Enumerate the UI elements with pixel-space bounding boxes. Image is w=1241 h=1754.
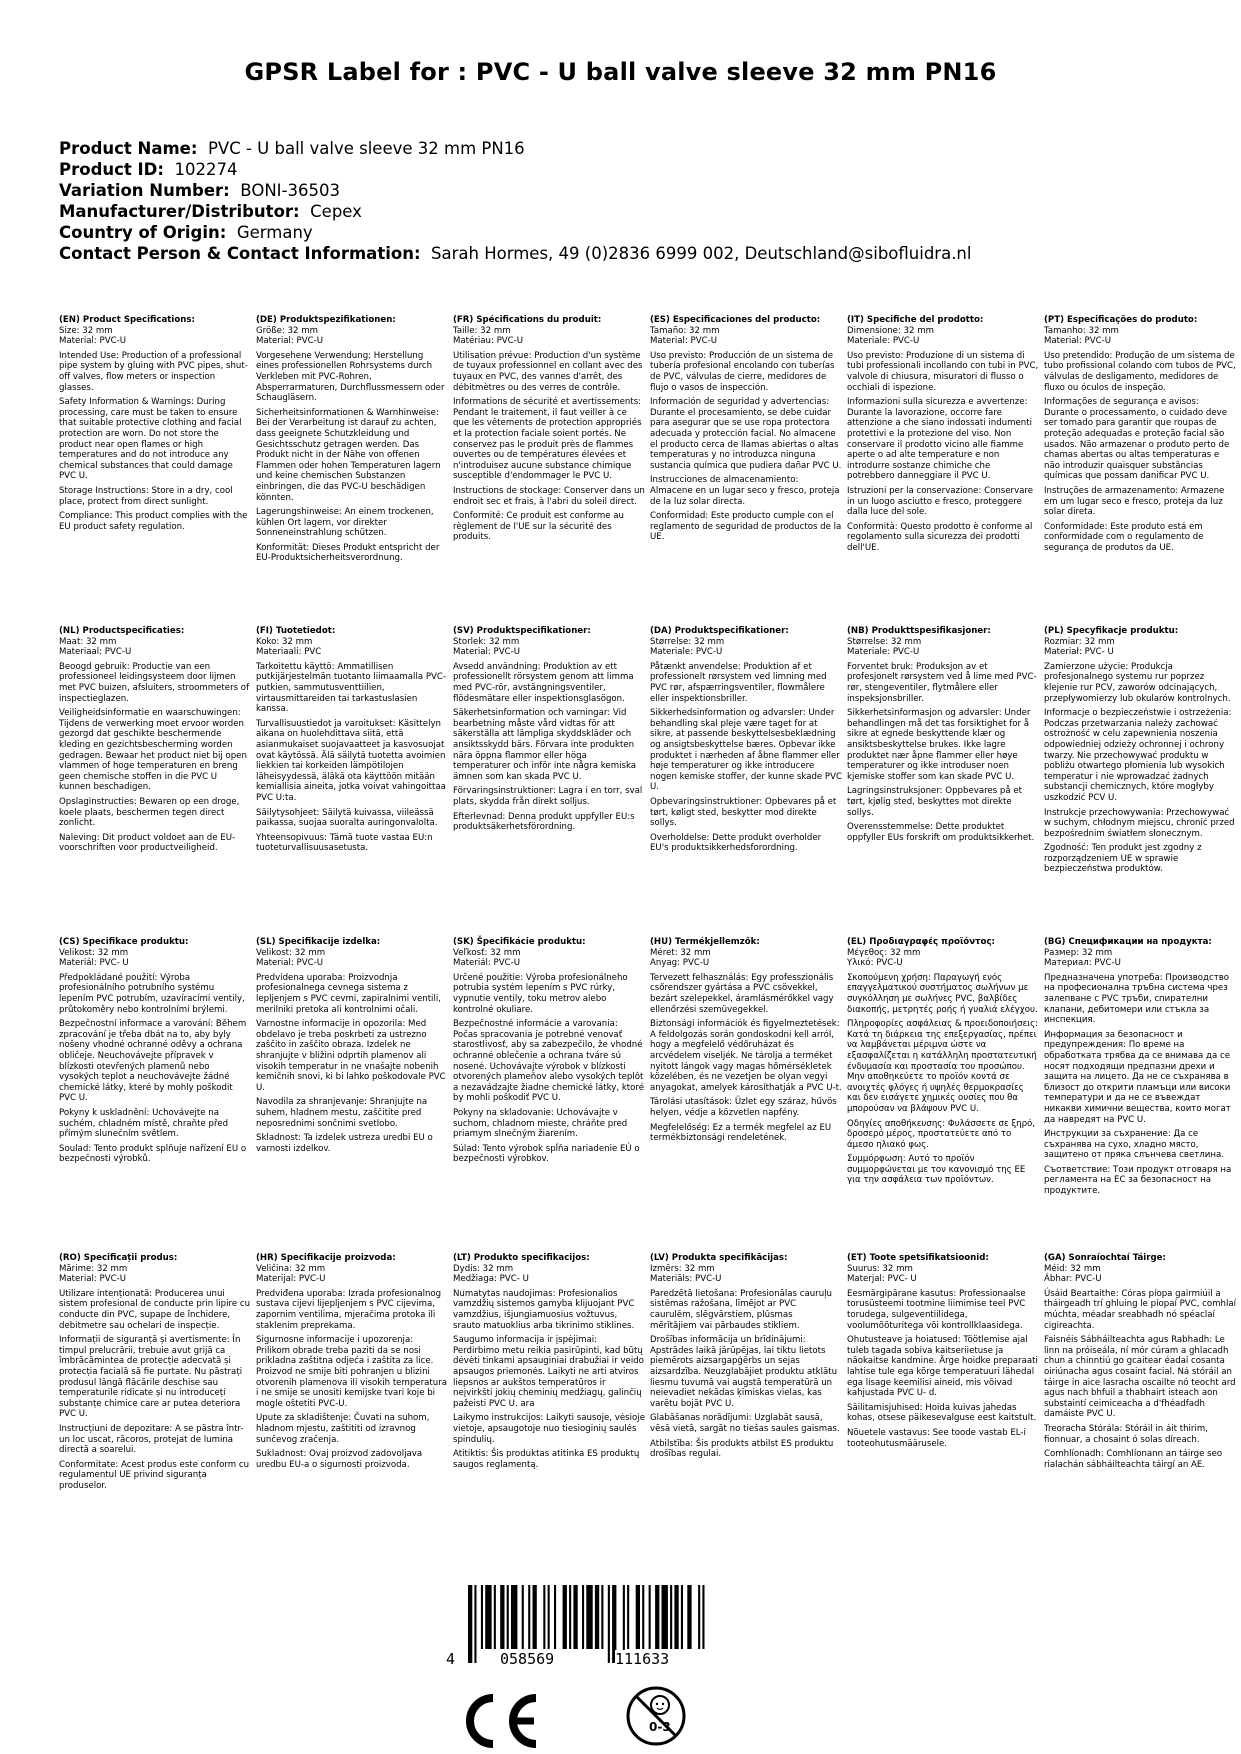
spec-line: Tamaño: 32 mm [650, 325, 720, 336]
spec-block [59, 315, 251, 626]
spec-paragraph: Sigurnosne informacije i upozorenja: Prilikom obrade treba paziti da se nosi prikladna zaštitna odjeća i zaštita za lice. Proizvod ne smije biti pohranjen u blizini otvorenih plamenova ili visokih temperatura i ne smije se unositi kemijske tvari koje bi mogle oštetiti PVC-U. [256, 1335, 448, 1409]
spec-paragraph: Lagringsinstruksjoner: Oppbevares på et tørt, kjølig sted, beskyttes mot direkte sollys. [847, 786, 1023, 818]
spec-paragraph: Инструкции за съхранение: Да се съхранява на сухо, хладно място, защитено от пряка слънчева светлина. [1044, 1129, 1224, 1161]
spec-line: Taille: 32 mm [453, 325, 511, 336]
barcode-bar [582, 1585, 584, 1649]
barcode-bar [687, 1585, 691, 1649]
spec-paragraph: Förvaringsinstruktioner: Lagra i en torr, sval plats, skydda från direkt solljus. [453, 786, 643, 807]
spec-paragraph: Σκοπούμενη χρήση: Παραγωγή ενός επαγγελματικού συστήματος σωλήνων με συγκόλληση με σωλήνες PVC, βαλβίδες διακοπής, μετρητές ροής ή γυαλιά ελέγχου. [847, 972, 1038, 1015]
barcode-bar [481, 1585, 483, 1649]
spec-paragraph: Faisnéis Sábháilteachta agus Rabhadh: Le linn na próiseála, ní mór cúram a ghlacadh chun a chinntiú go gcaitear éadaí cosanta oiriúnacha agus cosaint facial. Ná stóráil an táirge in aice lasracha oscailte nó teocht ard agus nach bhfuil a thabhairt isteach aon substaintí ceimiceacha a d'fhéadfadh damáiste PVC U. [1044, 1335, 1236, 1420]
spec-block-header: (ES) Especificaciones del producto: [650, 315, 821, 325]
spec-block [1044, 937, 1236, 1253]
spec-block-header: (RO) Specificații produs: [59, 1253, 178, 1263]
spec-paragraph: Instrucțiuni de depozitare: A se păstra într- un loc uscat, răcoros, protejat de lumina directă a soarelui. [59, 1423, 244, 1456]
ce-mark-icon [456, 1692, 540, 1750]
spec-paragraph: Beoogd gebruik: Productie van een professioneel leidingsysteem door lijmen met PVC buizen, afsluiters, stroommeters of inspectieglazen. [59, 661, 250, 704]
spec-paragraph: Tervezett felhasználás: Egy professzionális csőrendszer gyártása a PVC csövekkel, bezárt szelepekkel, áramlásmérőkkel vagy ellenőrzési szemüvegekkel. [650, 972, 834, 1015]
spec-paragraph: Lagerungshinweise: An einem trockenen, kühlen Ort lagern, vor direkter Sonneneinstrahlung schützen. [256, 507, 434, 539]
spec-paragraph: Информация за безопасност и предупреждения: По време на обработката трябва да се внимава да се носят подходящи предпазни дрехи и защита на лицето. Да не се съхранява в близост до открити пламъци или високи температури и да не се въвеждат никакви химични вещества, които могат да навредят на PVC U. [1044, 1029, 1231, 1125]
spec-paragraph: Paredzētā lietošana: Profesionālas cauruļu sistēmas ražošana, līmējot ar PVC caurulēm, slēgvārstiem, plūsmas mērītājiem vai pārbaudes stikliem. [650, 1288, 832, 1331]
spec-paragraph: Biztonsági információk és figyelmeztetések: A feldolgozás során gondoskodni kell arról, hogy a megfelelő védőruházat és arcvédelem viseljék. Ne tárolja a terméket nyitott lángok vagy magas hőmérsékletek közelében, és ne vezetjen be olyan vegyi anyagokat, amelyek károsíthatják a PVC U-t. [650, 1019, 842, 1093]
spec-paragraph: Zgodność: Ten produkt jest zgodny z rozporządzeniem UE w sprawie bezpieczeństwa produktów. [1044, 843, 1202, 875]
spec-block [650, 626, 842, 937]
spec-paragraph: Opbevaringsinstruktioner: Opbevares på et tørt, køligt sted, beskytter mod direkte sollys. [650, 796, 837, 829]
spec-block [256, 315, 448, 626]
spec-paragraph: Nõuetele vastavus: See toode vastab EL-i tooteohutusmäärusele. [847, 1427, 1026, 1449]
spec-block [1044, 626, 1236, 937]
spec-block [256, 1253, 448, 1553]
spec-line: Matériau: PVC-U [453, 336, 524, 347]
spec-block [650, 315, 842, 626]
spec-paragraph: Οδηγίες αποθήκευσης: Φυλάσσετε σε ξηρό, δροσερό μέρος, προστατεύετε από το άμεσο ηλιακό φως. [847, 1118, 1036, 1150]
spec-paragraph: Предназначена употреба: Производство на професионална тръбна система чрез залепване с PVC тръби, спирателни клапани, дебитомери или стъкла за инспекция. [1044, 972, 1230, 1026]
spec-line: Size: 32 mm [59, 325, 113, 336]
info-variation-number [59, 180, 1199, 201]
spec-paragraph: Intended Use: Production of a professional pipe system by gluing with PVC pipes, shut-off valves, flow meters or inspection glasses. [59, 350, 248, 393]
spec-paragraph: Utilizare intenționată: Producerea unui sistem profesional de conducte prin lipire cu conducte din PVC, supape de închidere, debitmetre sau ochelari de inspecție. [59, 1288, 251, 1331]
spec-line: Ábhar: PVC-U [1044, 1274, 1102, 1285]
spec-paragraph: Sikkerhetsinformasjon og advarsler: Under behandlingen må det tas forsiktighet for å sikre at egnede beskyttende klær og ansiktsbeskyttelse brukes. Ikke lagre produktet nær åpne flammer eller høye temperaturer og ikke introduser noen kjemiske stoffer som kan skade PVC U. [847, 708, 1031, 782]
barcode-bar [543, 1585, 545, 1649]
spec-line: Mărime: 32 mm [59, 1263, 128, 1274]
spec-line: Suurus: 32 mm [847, 1263, 913, 1274]
spec-block [59, 1253, 251, 1553]
spec-paragraph: Glabāšanas norādījumi: Uzglabāt sausā, vēsā vietā, sargāt no tiešas saules gaismas. [650, 1413, 840, 1434]
spec-block [59, 937, 251, 1253]
spec-line: Material: PVC-U [256, 336, 323, 347]
spec-line: Υλικό: PVC-U [847, 958, 903, 969]
spec-line: Materiāls: PVC-U [650, 1274, 722, 1285]
info-value: Sarah Hormes, 49 (0)2836 6999 002, Deutschland@sibofluidra.nl [431, 244, 972, 263]
barcode-bar [662, 1585, 668, 1649]
spec-block [453, 937, 645, 1253]
spec-block [847, 315, 1039, 626]
spec-paragraph: Laikymo instrukcijos: Laikyti sausoje, vėsioje vietoje, apsaugotoje nuo tiesioginių saulės spindulių. [453, 1413, 645, 1445]
spec-block [847, 1253, 1039, 1553]
spec-paragraph: Opslaginstructies: Bewaren op een droge, koele plaats, beschermen tegen direct zonlicht. [59, 796, 240, 829]
spec-paragraph: Atbilstība: Šis produkts atbilst ES produktu drošības regulai. [650, 1438, 834, 1460]
spec-paragraph: Bezpečnostné informácie a varovania: Počas spracovania je potrebné venovať starostlivosť, aby sa zabezpečilo, že vhodné ochranné oblečenie a ochrana tváre sú nosené. Uchovávajte výrobok v blízkosti otvorených plameňov alebo vysokých teplôt a nezavádzajte žiadne chemické látky, ktoré by mohli poškodiť PVC U. [453, 1019, 645, 1104]
spec-line: Velikost: 32 mm [59, 947, 129, 958]
spec-block [1044, 1253, 1236, 1553]
spec-line: Materiale: PVC-U [650, 647, 723, 658]
info-value: Cepex [310, 202, 362, 221]
spec-block [453, 1253, 645, 1553]
spec-paragraph: Conformidade: Este produto está em conformidade com o regulamento de segurança de produtos da UE. [1044, 521, 1204, 553]
barcode [446, 1585, 718, 1681]
spec-block-header: (CS) Specifikace produktu: [59, 937, 189, 947]
spec-paragraph: Soulad: Tento produkt splňuje nařízení EU o bezpečnosti výrobků. [59, 1143, 247, 1165]
barcode-bar [468, 1585, 472, 1663]
spec-block-header: (HR) Specifikacije proizvoda: [256, 1253, 396, 1263]
spec-paragraph: Uso previsto: Produzione di un sistema di tubi professionali incollando con tubi in PVC, valvole di chiusura, misuratori di flusso o occhiali di ispezione. [847, 350, 1039, 393]
spec-paragraph: Eesmärgipärane kasutus: Professionaalse torusüsteemi tootmine liimimise teel PVC torudega, sulgeventiilidega, voolumõõturitega või kontrollklaasidega. [847, 1288, 1026, 1331]
spec-block [1044, 315, 1236, 626]
info-value: 102274 [174, 160, 238, 179]
spec-line: Veličina: 32 mm [256, 1263, 326, 1274]
info-label: Product ID: [59, 160, 164, 179]
spec-paragraph: Pokyny na skladovanie: Uchovávajte v suchom, chladnom mieste, chráňte pred priamym slnečným žiarením. [453, 1107, 628, 1140]
info-label: Variation Number: [59, 181, 230, 200]
spec-paragraph: Informazioni sulla sicurezza e avvertenze: Durante la lavorazione, occorre fare attenzione a che siano indossati indumenti protettivi e la protezione del viso. Non conservare il prodotto vicino alle fiamme aperte o ad alte temperature e non introdurre sostanze chimiche che potrebbero danneggiare il PVC U. [847, 397, 1032, 482]
spec-block-header: (SV) Produktspecifikationer: [453, 626, 591, 636]
age-warning-label: 0-3 [649, 1720, 671, 1734]
spec-paragraph: Påtænkt anvendelse: Produktion af et professionelt rørsystem ved limning med PVC rør, afspærringsventiler, flowmålere eller inspektionsbriller. [650, 661, 827, 704]
spec-paragraph: Předpokládané použití: Výroba profesionálního potrubního systému lepením PVC potrubím, uzavíracími ventily, průtokoměry nebo kontrolními brýlemi. [59, 972, 245, 1015]
spec-paragraph: Safety Information & Warnings: During processing, care must be taken to ensure that suitable protective clothing and facial protection are worn. Do not store the product near open flames or high temperatures and do not introduce any chemical substances that could damage PVC U. [59, 397, 242, 482]
spec-paragraph: Bezpečnostní informace a varování: Během zpracování je třeba dbát na to, aby byly nošeny vhodné ochranné oděvy a ochrana obličeje. Neuchovávejte přípravek v blízkosti otevřených plamenů nebo vysokých teplot a neuchovávejte žádné chemické látky, které by mohly poškodit PVC U. [59, 1019, 247, 1104]
spec-line: Размер: 32 mm [1044, 947, 1113, 958]
spec-line: Materiál: PVC- U [59, 958, 129, 969]
spec-line: Materiál: PVC-U [453, 958, 520, 969]
spec-line: Tamanho: 32 mm [1044, 325, 1119, 336]
spec-block [256, 937, 448, 1253]
info-value: BONI-36503 [240, 181, 340, 200]
spec-line: Material: PVC-U [59, 336, 126, 347]
barcode-bar [681, 1585, 683, 1649]
spec-paragraph: Συμμόρφωση: Αυτό το προϊόν συμμορφώνεται με τον κανονισμό της ΕΕ για την ασφάλεια των προϊόντων. [847, 1154, 1026, 1186]
barcode-bar [642, 1585, 644, 1649]
spec-paragraph: Tarkoitettu käyttö: Ammatillisen putkijärjestelmän tuotanto liimaamalla PVC-putkien, sammutusventtiilien, virtausmittareiden tai tarkastuslasien kanssa. [256, 661, 446, 715]
spec-line: Storlek: 32 mm [453, 636, 520, 647]
spec-block-header: (SK) Špecifikácie produktu: [453, 937, 586, 947]
spec-block [847, 937, 1039, 1253]
info-label: Country of Origin: [59, 223, 227, 242]
spec-paragraph: Efterlevnad: Denna produkt uppfyller EU:s produktsäkerhetsförordning. [453, 811, 635, 833]
barcode-bar [554, 1585, 556, 1649]
barcode-bar [674, 1585, 678, 1649]
spec-paragraph: Comhlíonadh: Comhlíonann an táirge seo rialachán sábháilteachta táirgí an AE. [1044, 1449, 1223, 1470]
barcode-bar [702, 1585, 704, 1649]
spec-block-header: (BG) Спецификации на продукта: [1044, 937, 1212, 947]
info-label: Manufacturer/Distributor: [59, 202, 300, 221]
barcode-digit-prefix: 4 [446, 1650, 456, 1668]
spec-paragraph: Turvallisuustiedot ja varoitukset: Käsittelyn aikana on huolehdittava siitä, että asianmukaiset suojavaatteet ja kasvosuojat ovat käytössä. Älä säilytä tuotetta avoimien liekkien tai korkeiden lämpötilojen läheisyydessä, äläkä ota käyttöön mitään kemiallisia aineita, jotka voivat vahingoittaa PVC U:ta. [256, 718, 446, 803]
spec-line: Velikost: 32 mm [256, 947, 326, 958]
spec-paragraph: Instruções de armazenamento: Armazene em um lugar seco e fresco, proteja da luz solar direta. [1044, 485, 1225, 518]
spec-paragraph: Tárolási utasítások: Üzlet egy száraz, hűvös helyen, védje a közvetlen napfény. [650, 1097, 837, 1118]
spec-paragraph: Avsedd användning: Produktion av ett professionellt rörsystem genom att limma med PVC-rör, avstängningsventiler, flödesmätare eller inspektionsglasögon. [453, 661, 634, 704]
spec-block-header: (PL) Specyfikacje produktu: [1044, 626, 1179, 636]
spec-block [453, 626, 645, 937]
spec-paragraph: Určené použitie: Výroba profesionálneho potrubia systém lepením s PVC rúrky, vypnutie ventily, toku metrov alebo kontrolné okuliare. [453, 972, 628, 1015]
spec-line: Material: PVC-U [453, 647, 520, 658]
info-contact [59, 243, 1199, 264]
barcode-bars [446, 1585, 718, 1681]
barcode-bar [511, 1585, 517, 1649]
spec-paragraph: Säilytysohjeet: Säilytä kuivassa, viileässä paikassa, suojaa suoralta auringonvalolta. [256, 807, 438, 829]
language-spec-grid [59, 315, 1236, 1553]
barcode-bar [533, 1585, 537, 1649]
spec-paragraph: Vorgesehene Verwendung: Herstellung eines professionellen Rohrsystems durch Verkleben mit PVC-Rohren, Absperrarmaturen, Durchflussmessern oder Schaugläsern. [256, 350, 445, 404]
label-title: GPSR Label for : PVC - U ball valve sleeve 32 mm PN16 [244, 58, 997, 86]
spec-block-header: (FI) Tuotetiedot: [256, 626, 336, 636]
spec-line: Materiał: PVC- U [1044, 647, 1114, 658]
spec-paragraph: Conformidad: Este producto cumple con el reglamento de seguridad de productos de la UE. [650, 511, 842, 543]
info-label: Product Name: [59, 139, 198, 158]
spec-block [453, 315, 645, 626]
barcode-bar [636, 1585, 640, 1649]
barcode-bar [494, 1585, 496, 1649]
barcode-bar [649, 1585, 651, 1649]
spec-paragraph: Predviđena uporaba: Izrada profesionalnog sustava cijevi lijepljenjem s PVC cijevima, zapornim ventilima, mjeračima protoka ili staklenim preprekama. [256, 1288, 442, 1331]
spec-line: Medžiaga: PVC- U [453, 1274, 529, 1285]
spec-paragraph: Forventet bruk: Produksjon av et profesjonelt rørsystem ved å lime med PVC-rør, stengeventiler, flytmålere eller inspeksjonsbriller. [847, 661, 1037, 704]
spec-paragraph: Conformità: Questo prodotto è conforme al regolamento sulla sicurezza dei prodotti dell'UE. [847, 521, 1033, 553]
spec-line: Materiaali: PVC [256, 647, 322, 658]
spec-paragraph: Съответствие: Този продукт отговаря на регламента на ЕС за безопасност на продуктите. [1044, 1164, 1232, 1197]
barcode-bar [655, 1585, 659, 1649]
info-product-name [59, 138, 1199, 159]
barcode-bar [474, 1585, 476, 1663]
barcode-bar [507, 1585, 509, 1649]
spec-block-header: (PT) Especificações do produto: [1044, 315, 1198, 325]
spec-line: Materiale: PVC-U [847, 647, 920, 658]
info-product-id [59, 159, 1199, 180]
spec-line: Rozmiar: 32 mm [1044, 636, 1115, 647]
spec-block-header: (IT) Specifiche del prodotto: [847, 315, 984, 325]
spec-line: Dydis: 32 mm [453, 1263, 514, 1274]
barcode-bar [569, 1585, 571, 1649]
spec-line: Materijal: PVC-U [256, 1274, 326, 1285]
spec-paragraph: Veiligheidsinformatie en waarschuwingen: Tijdens de verwerking moet ervoor worden gezorgd dat geschikte beschermende kleding en gezichtsbescherming worden gedragen. Bewaar het product niet bij open vlammen of hoge temperaturen en breng geen chemische stoffen in die PVC U kunnen beschadigen. [59, 708, 247, 793]
spec-paragraph: Conformitate: Acest produs este conform cu regulamentul UE privind siguranța produselor. [59, 1459, 250, 1491]
spec-paragraph: Naleving: Dit product voldoet aan de EU-voorschriften voor productveiligheid. [59, 832, 236, 854]
spec-block-header: (GA) Sonraíochtaí Táirge: [1044, 1253, 1166, 1263]
spec-line: Méid: 32 mm [1044, 1263, 1101, 1274]
spec-paragraph: Compliance: This product complies with the EU product safety regulation. [59, 511, 248, 532]
spec-paragraph: Drošības informācija un brīdinājumi: Apstrādes laikā jārūpējas, lai tiktu lietots piemērots aizsargapģērbs un sejas aizsardzība. Neuzglabājiet produktu atklātu liesmu tuvumā vai augstā temperatūrā un neievadiet nekādas ķīmiskas vielas, kas varētu bojāt PVC U. [650, 1335, 838, 1409]
spec-line: Material: PVC-U [650, 336, 717, 347]
info-value: Germany [236, 223, 313, 242]
info-value: PVC - U ball valve sleeve 32 mm PN16 [207, 139, 525, 158]
spec-line: Materjal: PVC- U [847, 1274, 917, 1285]
spec-paragraph: Saugumo informacija ir įspėjimai: Perdirbimo metu reikia pasirūpinti, kad būtų dėvėti tinkami apsauginiai drabužiai ir veido apsaugos priemonės. Laikyti ne arti atviros liepsnos ar aukštos temperatūros ir neįvirkšti jokių cheminių medžiagų, galinčių pažeisti PVC U. ara [453, 1335, 644, 1409]
spec-paragraph: Instrukcje przechowywania: Przechowywać w suchym, chłodnym miejscu, chronić przed bezpośrednim światłem słonecznym. [1044, 807, 1235, 839]
spec-line: Materiale: PVC-U [847, 336, 920, 347]
spec-line: Materiaal: PVC-U [59, 647, 132, 658]
spec-paragraph: Uso previsto: Producción de un sistema de tubería profesional encolando con tuberías de PVC, válvulas de cierre, medidores de flujo o vasos de inspección. [650, 350, 835, 393]
spec-paragraph: Pokyny k uskladnění: Uchovávejte na suchém, chladném místě, chraňte před přímým slunečním světlem. [59, 1107, 229, 1140]
spec-paragraph: Upute za skladištenje: Čuvati na suhom, hladnom mjestu, zaštititi od izravnog sunčevog zračenja. [256, 1413, 430, 1445]
spec-paragraph: Uso pretendido: Produção de um sistema de tubo profissional colando com tubos de PVC, válvulas de desligamento, medidores de fluxo ou óculos de inspeção. [1044, 350, 1236, 393]
spec-paragraph: Storage Instructions: Store in a dry, cool place, protect from direct sunlight. [59, 485, 233, 507]
spec-paragraph: Súlad: Tento výrobok spĺňa nariadenie EÚ o bezpečnosti výrobkov. [453, 1143, 640, 1165]
spec-block-header: (NB) Produkttspesifikasjoner: [847, 626, 991, 636]
spec-line: Größe: 32 mm [256, 325, 318, 336]
spec-paragraph: Πληροφορίες ασφάλειας & προειδοποιήσεις: Κατά τη διάρκεια της επεξεργασίας, πρέπει να λαμβάνεται μέριμνα ώστε να εξασφαλίζεται η κατάλληλη προστατευτική ένδυμασία και προστασία του προσώπου. Μην αποθηκεύετε το προϊόν κοντά σε ανοιχτές φλόγες ή υψηλές θερμοκρασίες και δεν εισάγετε χημικές ουσίες που θα μπορούσαν να βλάψουν PVC U. [847, 1019, 1039, 1114]
barcode-bar [563, 1585, 567, 1649]
spec-line: Материал: PVC-U [1044, 958, 1121, 969]
spec-block-header: (DE) Produktspezifikationen: [256, 315, 396, 325]
spec-paragraph: Säilitamisjuhised: Hoida kuivas jahedas kohas, otsese päikesevalguse eest kaitstult. [847, 1402, 1037, 1424]
spec-block-header: (LT) Produkto specifikacijos: [453, 1253, 590, 1263]
barcode-bar [595, 1585, 599, 1649]
spec-line: Dimensione: 32 mm [847, 325, 935, 336]
barcode-bar [485, 1585, 491, 1649]
spec-paragraph: Sukladnost: Ovaj proizvod zadovoljava uredbu EU-a o sigurnosti proizvoda. [256, 1449, 423, 1470]
barcode-bar [586, 1585, 592, 1649]
spec-paragraph: Zamierzone użycie: Produkcja profesjonalnego systemu rur poprzez klejenie rur PCV, zaworów odcinających, przepływomierzy lub okularów kontrolnych. [1044, 661, 1231, 704]
spec-line: Koko: 32 mm [256, 636, 313, 647]
spec-paragraph: Megfelelőség: Ez a termék megfelel az EU termékbiztonsági rendeletének. [650, 1122, 832, 1144]
spec-block-header: (LV) Produkta specifikācijas: [650, 1253, 788, 1263]
barcode-bar [608, 1585, 610, 1663]
barcode-digits-left: 058569 [500, 1650, 555, 1668]
spec-paragraph: Sikkerhedsinformation og advarsler: Under behandling skal pleje være taget for at sikre, at passende beskyttelsesbeklædning og ansigtsbeskyttelse bæres. Opbevar ikke produktet i nærheden af åbne flammer eller høje temperaturer og ikke introducere nogen kemiske stoffer, der kunne skade PVC U. [650, 708, 842, 793]
not-for-children-0-3-icon [625, 1685, 687, 1747]
spec-paragraph: Información de seguridad y advertencias: Durante el procesamiento, se debe cuidar para asegurar que se use ropa protectora adecuada y protección facial. No almacene el producto cerca de llamas abiertas o altas temperaturas y no introduzca ninguna sustancia química que pudiera dañar PVC U. [650, 397, 842, 471]
spec-paragraph: Sicherheitsinformationen & Warnhinweise: Bei der Verarbeitung ist darauf zu achten, dass geeignete Schutzkleidung und Gesichtsschutz getragen werden. Das Produkt nicht in der Nähe von offenen Flammen oder hohen Temperaturen lagern und keine chemischen Substanzen einbringen, die das PVC-U beschädigen könnten. [256, 407, 441, 503]
spec-line: Izmērs: 32 mm [650, 1263, 715, 1274]
spec-block-header: (HU) Termékjellemzők: [650, 937, 760, 947]
barcode-bar [500, 1585, 504, 1649]
barcode-bar [528, 1585, 530, 1649]
spec-block-header: (FR) Spécifications du produit: [453, 315, 602, 325]
spec-paragraph: Overholdelse: Dette produkt overholder EU's produktsikkerhedsforordning. [650, 832, 822, 854]
barcode-bar [698, 1585, 700, 1649]
barcode-bar [670, 1585, 672, 1649]
info-country-of-origin [59, 222, 1199, 243]
spec-paragraph: Numatytas naudojimas: Profesionalios vamzdžių sistemos gamyba klijuojant PVC vamzdžius, išjungiamuosius vožtuvus, srauto matuoklius arba tikrinimo stiklines. [453, 1288, 635, 1331]
spec-paragraph: Treoracha Stórála: Stóráil in áit thirim, fionnuar, a chosaint ó solas díreach. [1044, 1423, 1208, 1445]
spec-paragraph: Istruzioni per la conservazione: Conservare in un luogo asciutto e fresco, proteggere dalla luce del sole. [847, 485, 1034, 518]
spec-block-header: (SL) Specifikacije izdelka: [256, 937, 381, 947]
spec-block [847, 626, 1039, 937]
barcode-digits-right: 111633 [615, 1650, 670, 1668]
barcode-bar [627, 1585, 629, 1649]
barcode-bar [548, 1585, 550, 1649]
spec-paragraph: Skladnost: Ta izdelek ustreza uredbi EU o varnosti izdelkov. [256, 1133, 433, 1154]
barcode-bar [522, 1585, 524, 1649]
spec-line: Anyag: PVC-U [650, 958, 710, 969]
spec-paragraph: Úsáid Beartaithe: Córas píopa gairmiúil a tháirgeadh trí ghluing le píopaí PVC, comhlaí múchta, méadar sreabhadh nó spéaclaí cigireachta. [1044, 1288, 1236, 1331]
info-label: Contact Person & Contact Information: [59, 244, 421, 263]
spec-block-header: (DA) Produktspecifikationer: [650, 626, 789, 636]
spec-block [59, 626, 251, 937]
spec-paragraph: Instrucciones de almacenamiento: Almacene en un lugar seco y fresco, proteja de la luz solar directa. [650, 475, 840, 507]
spec-paragraph: Ohutusteave ja hoiatused: Töötlemise ajal tuleb tagada sobiva kaitseriietuse ja näokaitse kandmine. Ärge hoidke preparaati lahtise tule ega kõrge temperatuuri lähedal ega lisage keemilisi aineid, mis võivad kahjustada PVC U- d. [847, 1335, 1038, 1399]
spec-line: Material: PVC-U [1044, 336, 1111, 347]
spec-line: Material: PVC-U [256, 958, 323, 969]
spec-line: Størrelse: 32 mm [650, 636, 725, 647]
barcode-bar [573, 1585, 577, 1649]
spec-paragraph: Varnostne informacije in opozorila: Med obdelavo je treba poskrbeti za ustrezno zaščito in zaščito obraza. Izdelek ne shranjujte v bližini odprtih plamenov ali visokih temperatur in ne vnašajte nobenih kemičnih snovi, ki bi lahko poškodovale PVC U. [256, 1019, 446, 1093]
spec-block-header: (EL) Προδιαγραφές προϊόντος: [847, 937, 995, 947]
spec-paragraph: Navodila za shranjevanje: Shranjujte na suhem, hladnem mestu, zaščitite pred neposrednimi sončnimi svetlobo. [256, 1097, 428, 1129]
barcode-bar [601, 1585, 603, 1649]
spec-block-header: (EN) Product Specifications: [59, 315, 195, 325]
spec-paragraph: Instructions de stockage: Conserver dans un endroit sec et frais, à l'abri du soleil direct. [453, 485, 645, 507]
spec-block [650, 937, 842, 1253]
spec-paragraph: Informacje o bezpieczeństwie i ostrzeżenia: Podczas przetwarzania należy zachować ostrożność w celu zapewnienia noszenia odpowiedniej odzieży ochronnej i ochrony twarzy. Nie przechowywać produktu w pobliżu otwartego płomienia lub wysokich temperatur i nie wprowadzać żadnych substancji chemicznych, które mogłyby uszkodzić PCV U. [1044, 708, 1232, 803]
spec-line: Méret: 32 mm [650, 947, 711, 958]
spec-block-header: (NL) Productspecificaties: [59, 626, 185, 636]
spec-paragraph: Informații de siguranță și avertismente: În timpul prelucrării, trebuie avut grijă ca îmbrăcămintea de protecție adecvată și protecția facială să fie purtate. Nu păstrați produsul lângă flăcările deschise sau temperaturile ridicate și nu introduceți substanțe chimice care ar putea deteriora PVC U. [59, 1335, 243, 1420]
info-manufacturer [59, 201, 1199, 222]
spec-block [650, 1253, 842, 1553]
spec-line: Maat: 32 mm [59, 636, 117, 647]
spec-line: Størrelse: 32 mm [847, 636, 922, 647]
spec-line: Μέγεθος: 32 mm [847, 947, 921, 958]
spec-paragraph: Yhteensopivuus: Tämä tuote vastaa EU:n tuoteturvallisuusasetusta. [256, 832, 433, 854]
spec-paragraph: Konformität: Dieses Produkt entspricht der EU-Produktsicherheitsverordnung. [256, 542, 440, 564]
spec-paragraph: Informações de segurança e avisos: Durante o processamento, o cuidado deve ser tomado para garantir que roupas de proteção adequadas e proteção facial são usados. Não armazenar o produto perto de chamas abertas ou altas temperaturas e não introduzir quaisquer substâncias químicas que possam danificar PVC U. [1044, 397, 1230, 482]
spec-line: Veľkosť: 32 mm [453, 947, 521, 958]
spec-paragraph: Predvidena uporaba: Proizvodnja profesionalnega cevnega sistema z lepljenjem s PVC cevmi, zapiralnimi ventili, merilniki pretoka ali kontrolnimi očali. [256, 972, 441, 1015]
spec-paragraph: Säkerhetsinformation och varningar: Vid bearbetning måste vård vidtas för att säkerställa att lämpliga skyddskläder och ansiktsskydd bärs. Förvara inte produkten nära öppna flammor eller höga temperaturer och inför inte några kemiska ämnen som kan skada PVC U. [453, 708, 637, 782]
spec-paragraph: Overensstemmelse: Dette produktet oppfyller EUs forskrift om produktsikkerhet. [847, 822, 1035, 843]
spec-block [256, 626, 448, 937]
spec-paragraph: Conformité: Ce produit est conforme au règlement de l'UE sur la sécurité des produits. [453, 511, 624, 543]
spec-line: Material: PVC-U [59, 1274, 126, 1285]
spec-paragraph: Informations de sécurité et avertissements: Pendant le traitement, il faut veiller à ce que les vêtements de protection appropriés et la protection faciale soient portés. Ne conservez pas le produit près de flammes ouvertes ou de températures élevées et n'introduisez aucune substance chimique susceptible d'endommager le PVC U. [453, 397, 642, 482]
product-info [59, 138, 1199, 264]
spec-block-header: (ET) Toote spetsifikatsioonid: [847, 1253, 989, 1263]
spec-paragraph: Atitiktis: Šis produktas atitinka ES produktų saugos reglamentą. [453, 1449, 640, 1470]
spec-paragraph: Utilisation prévue: Production d'un système de tuyaux professionnel en collant avec des tuyaux en PVC, des vannes d'arrêt, des débitmètres ou des verres de contrôle. [453, 350, 643, 393]
